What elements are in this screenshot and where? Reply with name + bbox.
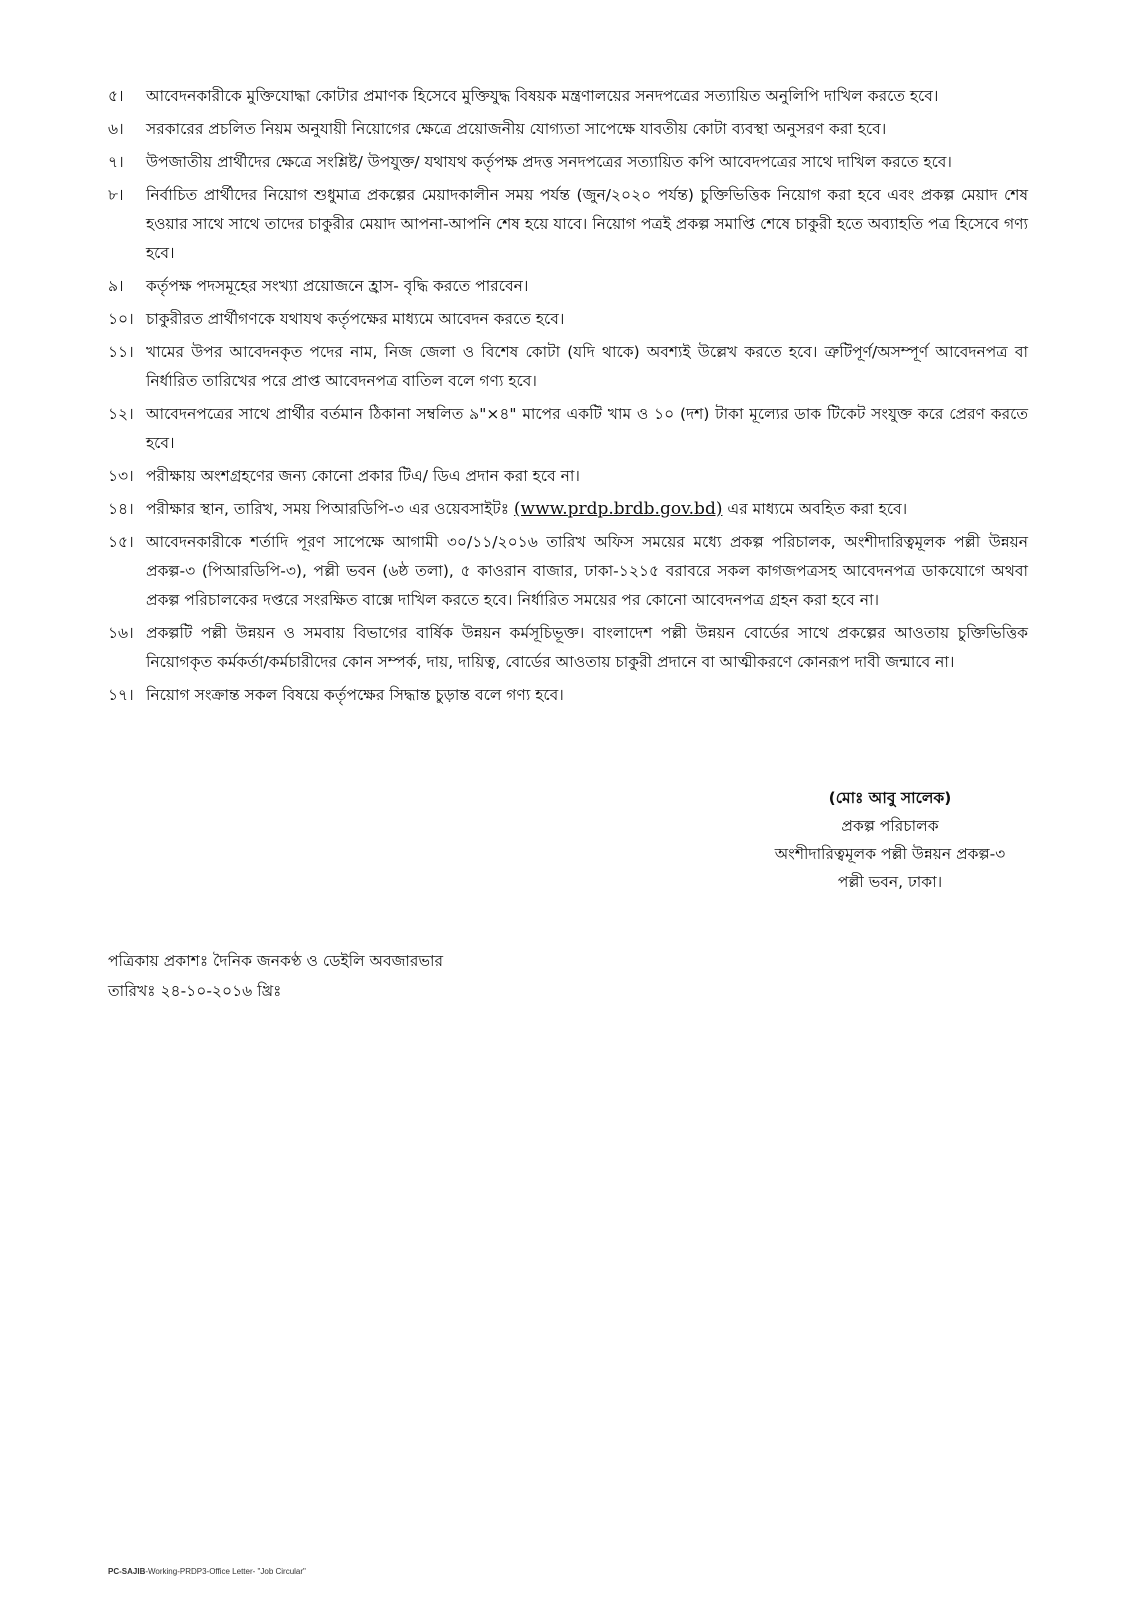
item-text: উপজাতীয় প্রার্থীদের ক্ষেত্রে সংশ্লিষ্ট/ উপযুক্ত/ যথাযথ কর্তৃপক্ষ প্রদত্ত সনদপত্রের সত্যায়িত কপি আবেদপত্রের সাথে দাখিল করতে হবে।	[146, 153, 952, 171]
list-item	[108, 115, 1028, 144]
item-text: কর্তৃপক্ষ পদসমূহের সংখ্যা প্রয়োজনে হ্রাস- বৃদ্ধি করতে পারবেন।	[146, 277, 529, 295]
item-number: ৫।	[108, 87, 124, 105]
signature-block	[730, 784, 1050, 896]
item-number: ১৩।	[108, 467, 134, 485]
website-link[interactable]: (www.prdp.brdb.gov.bd)	[513, 499, 723, 519]
item-number: ১৭।	[108, 686, 134, 704]
item-number: ১৪।	[108, 500, 134, 518]
footer-path: -Working-PRDP3-Office Letter- "Job Circular"	[145, 1567, 306, 1576]
list-item	[108, 148, 1028, 177]
signatory-designation: প্রকল্প পরিচালক	[841, 817, 939, 835]
footer-prefix: PC-SAJIB	[108, 1567, 146, 1576]
item-text: আবেদনকারীকে শর্তাদি পূরণ সাপেক্ষে আগামী ৩০/১১/২০১৬ তারিখ অফিস সময়ের মধ্যে প্রকল্প পরিচালক, অংশীদারিত্বমূলক পল্লী উন্নয়ন প্রকল্প-৩ (পিআরডিপি-৩), পল্লী ভবন (৬ষ্ঠ তলা), ৫ কাওরান বাজার, ঢাকা-১২১৫ বরাবরে সকল কাগজপত্রসহ আবেদনপত্র ডাকযোগে অথবা প্রকল্প পরিচালকের দপ্তরে সংরক্ষিত বাক্সে দাখিল করতে হবে। নির্ধারিত সময়ের পর কোনো আবেদনপত্র গ্রহন করা হবে না।	[146, 533, 1028, 609]
signatory-project: অংশীদারিত্বমূলক পল্লী উন্নয়ন প্রকল্প-৩	[774, 845, 1006, 863]
document-footer-reference	[108, 1567, 306, 1576]
item-text: খামের উপর আবেদনকৃত পদের নাম, নিজ জেলা ও বিশেষ কোটা (যদি থাকে) অবশ্যই উল্লেখ করতে হবে। ত্রুটিপূর্ণ/অসম্পূর্ণ আবেদনপত্র বা নির্ধারিত তারিখের পরে প্রাপ্ত আবেদনপত্র বাতিল বলে গণ্য হবে।	[146, 343, 1028, 390]
item-text: নির্বাচিত প্রার্থীদের নিয়োগ শুধুমাত্র প্রকল্পের মেয়াদকালীন সময় পর্যন্ত (জুন/২০২০ পর্যন্ত) চুক্তিভিত্তিক নিয়োগ করা হবে এবং প্রকল্প মেয়াদ শেষ হওয়ার সাথে সাথে তাদের চাকুরীর মেয়াদ আপনা-আপনি শেষ হয়ে যাবে। নিয়োগ পত্রই প্রকল্প সমাপ্তি শেষে চাকুরী হতে অব্যাহতি পত্র হিসেবে গণ্য হবে।	[146, 186, 1028, 262]
list-item	[108, 495, 1028, 524]
item-text	[146, 495, 1028, 524]
item-number: ৭।	[108, 153, 124, 171]
item-text: নিয়োগ সংক্রান্ত সকল বিষয়ে কর্তৃপক্ষের সিদ্ধান্ত চুড়ান্ত বলে গণ্য হবে।	[146, 686, 564, 704]
item-number: ৮।	[108, 186, 124, 204]
publication-newspapers: পত্রিকায় প্রকাশঃ দৈনিক জনকণ্ঠ ও ডেইলি অবজারভার	[108, 952, 444, 970]
list-item	[108, 82, 1028, 111]
list-item	[108, 272, 1028, 301]
item-text: চাকুরীরত প্রার্থীগণকে যথাযথ কর্তৃপক্ষের মাধ্যমে আবেদন করতে হবে।	[146, 310, 565, 328]
publication-date: তারিখঃ ২৪-১০-২০১৬ খ্রিঃ	[108, 982, 282, 1000]
item-text: আবেদনপত্রের সাথে প্রার্থীর বর্তমান ঠিকানা সম্বলিত ৯"×৪" মাপের একটি খাম ও ১০ (দশ) টাকা মূল্যের ডাক টিকেট সংযুক্ত করে প্রেরণ করতে হবে।	[146, 405, 1028, 452]
item-number: ১৫।	[108, 533, 134, 551]
signatory-name: (মোঃ আবু সালেক)	[828, 789, 952, 807]
item-text: পরীক্ষায় অংশগ্রহণের জন্য কোনো প্রকার টিএ/ ডিএ প্রদান করা হবে না।	[146, 467, 580, 485]
item-number: ১০।	[108, 310, 134, 328]
list-item	[108, 528, 1028, 615]
item-text-after-url: এর মাধ্যমে অবহিত করা হবে।	[727, 500, 908, 518]
item-text: সরকারের প্রচলিত নিয়ম অনুযায়ী নিয়োগের ক্ষেত্রে প্রয়োজনীয় যোগ্যতা সাপেক্ষে যাবতীয় কোটা ব্যবস্থা অনুসরণ করা হবে।	[146, 120, 887, 138]
item-number: ৬।	[108, 120, 124, 138]
list-item	[108, 681, 1028, 710]
publication-info	[108, 946, 443, 1006]
list-item	[108, 462, 1028, 491]
conditions-list	[108, 82, 1028, 714]
item-text: আবেদনকারীকে মুক্তিযোদ্ধা কোটার প্রমাণক হিসেবে মুক্তিযুদ্ধ বিষয়ক মন্ত্রণালয়ের সনদপত্রের সত্যায়িত অনুলিপি দাখিল করতে হবে।	[146, 87, 939, 105]
item-number: ১১।	[108, 343, 134, 361]
signatory-address: পল্লী ভবন, ঢাকা।	[837, 873, 943, 891]
item-number: ১২।	[108, 405, 134, 423]
list-item	[108, 305, 1028, 334]
list-item	[108, 181, 1028, 268]
list-item	[108, 338, 1028, 396]
item-text-before-url: পরীক্ষার স্থান, তারিখ, সময় পিআরডিপি-৩ এর ওয়েবসাইটঃ	[146, 500, 509, 518]
item-text: প্রকল্পটি পল্লী উন্নয়ন ও সমবায় বিভাগের বার্ষিক উন্নয়ন কর্মসূচিভূক্ত। বাংলাদেশ পল্লী উন্নয়ন বোর্ডের সাথে প্রকল্পের আওতায় চুক্তিভিত্তিক নিয়োগকৃত কর্মকর্তা/কর্মচারীদের কোন সম্পর্ক, দায়, দায়িত্ব, বোর্ডের আওতায় চাকুরী প্রদানে বা আত্মীকরণে কোনরূপ দাবী জন্মাবে না।	[146, 624, 1028, 671]
item-number: ১৬।	[108, 624, 134, 642]
list-item	[108, 619, 1028, 677]
list-item	[108, 400, 1028, 458]
item-number: ৯।	[108, 277, 124, 295]
